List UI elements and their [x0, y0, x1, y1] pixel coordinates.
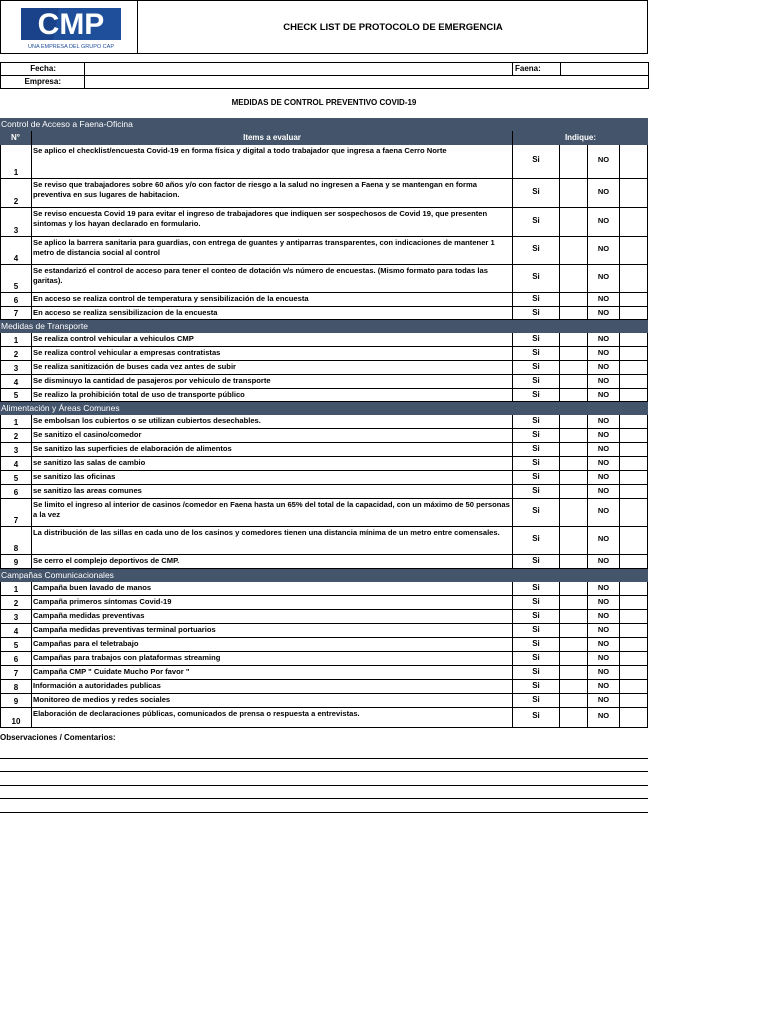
- no-option[interactable]: NO: [588, 347, 620, 361]
- si-checkbox[interactable]: [560, 624, 588, 638]
- table-row: [0, 485, 648, 499]
- no-checkbox[interactable]: [620, 527, 648, 555]
- item-text: En acceso se realiza sensibilizacion de la encuesta: [32, 307, 513, 320]
- no-option[interactable]: NO: [588, 596, 620, 610]
- empresa-label: Empresa:: [0, 75, 85, 89]
- no-checkbox[interactable]: [620, 307, 648, 320]
- item-text: se sanitizo las areas comunes: [32, 485, 513, 499]
- no-option[interactable]: NO: [588, 361, 620, 375]
- table-row: [0, 208, 648, 237]
- table-row: [0, 293, 648, 307]
- item-number: 1: [0, 145, 32, 179]
- no-option[interactable]: NO: [588, 555, 620, 569]
- header-num: N°: [0, 131, 32, 145]
- no-checkbox[interactable]: [620, 471, 648, 485]
- si-option[interactable]: Si: [513, 485, 560, 499]
- table-row: [0, 694, 648, 708]
- table-header: [0, 131, 648, 145]
- no-option[interactable]: NO: [588, 389, 620, 402]
- table-row: [0, 333, 648, 347]
- table-row: [0, 638, 648, 652]
- si-checkbox[interactable]: [560, 179, 588, 208]
- si-checkbox[interactable]: [560, 347, 588, 361]
- item-text: Se realizo la prohibición total de uso de transporte público: [32, 389, 513, 402]
- table-row: [0, 527, 648, 555]
- no-checkbox[interactable]: [620, 457, 648, 471]
- section-header: Alimentación y Áreas Comunes: [0, 402, 648, 415]
- item-number: 3: [0, 208, 32, 237]
- no-option[interactable]: NO: [588, 680, 620, 694]
- no-checkbox[interactable]: [620, 610, 648, 624]
- item-number: 5: [0, 638, 32, 652]
- no-checkbox[interactable]: [620, 293, 648, 307]
- no-option[interactable]: NO: [588, 429, 620, 443]
- no-checkbox[interactable]: [620, 265, 648, 293]
- cmp-logo-icon: [1, 1, 137, 53]
- item-text: Se aplico la barrera sanitaria para guardias, con entrega de guantes y antiparras transparentes, con indicaciones de mantener 1 metro de distancia social al control: [32, 237, 513, 265]
- si-checkbox[interactable]: [560, 307, 588, 320]
- no-checkbox[interactable]: [620, 582, 648, 596]
- no-option[interactable]: NO: [588, 527, 620, 555]
- si-checkbox[interactable]: [560, 389, 588, 402]
- item-number: 1: [0, 333, 32, 347]
- no-checkbox[interactable]: [620, 179, 648, 208]
- table-row: [0, 415, 648, 429]
- table-row: [0, 361, 648, 375]
- table-row: [0, 555, 648, 569]
- si-option[interactable]: Si: [513, 680, 560, 694]
- item-number: 4: [0, 375, 32, 389]
- si-option[interactable]: Si: [513, 145, 560, 179]
- si-option[interactable]: Si: [513, 208, 560, 237]
- table-row: [0, 145, 648, 179]
- si-checkbox[interactable]: [560, 638, 588, 652]
- no-checkbox[interactable]: [620, 361, 648, 375]
- no-checkbox[interactable]: [620, 624, 648, 638]
- no-checkbox[interactable]: [620, 555, 648, 569]
- no-checkbox[interactable]: [620, 429, 648, 443]
- table-row: [0, 389, 648, 402]
- no-checkbox[interactable]: [620, 347, 648, 361]
- item-number: 1: [0, 415, 32, 429]
- no-checkbox[interactable]: [620, 666, 648, 680]
- item-text: Campaña primeros síntomas Covid-19: [32, 596, 513, 610]
- si-checkbox[interactable]: [560, 361, 588, 375]
- no-checkbox[interactable]: [620, 708, 648, 728]
- item-text: Se sanitizo el casino/comedor: [32, 429, 513, 443]
- item-number: 4: [0, 624, 32, 638]
- si-checkbox[interactable]: [560, 415, 588, 429]
- si-checkbox[interactable]: [560, 680, 588, 694]
- item-text: En acceso se realiza control de temperatura y sensibilización de la encuesta: [32, 293, 513, 307]
- item-number: 3: [0, 610, 32, 624]
- item-text: Se estandarizó el control de acceso para tener el conteo de dotación v/s número de encuestas. (Mismo formato para todas las garitas).: [32, 265, 513, 293]
- si-option[interactable]: Si: [513, 179, 560, 208]
- no-checkbox[interactable]: [620, 652, 648, 666]
- item-text: Se reviso encuesta Covid 19 para evitar el ingreso de trabajadores que indiquen ser sospechosos de Covid 19, que presenten sintomas y los hayan declarado en formulario.: [32, 208, 513, 237]
- item-text: se sanitizo las oficinas: [32, 471, 513, 485]
- item-number: 3: [0, 361, 32, 375]
- table-row: [0, 708, 648, 728]
- table-row: [0, 375, 648, 389]
- si-option[interactable]: Si: [513, 443, 560, 457]
- si-checkbox[interactable]: [560, 582, 588, 596]
- item-text: Se embolsan los cubiertos o se utilizan cubiertos desechables.: [32, 415, 513, 429]
- item-number: 4: [0, 457, 32, 471]
- header-items: Items a evaluar: [32, 131, 513, 145]
- no-option[interactable]: NO: [588, 415, 620, 429]
- no-option[interactable]: NO: [588, 485, 620, 499]
- table-row: [0, 624, 648, 638]
- item-number: 9: [0, 555, 32, 569]
- item-text: Campaña medidas preventivas terminal portuarios: [32, 624, 513, 638]
- si-checkbox[interactable]: [560, 527, 588, 555]
- item-number: 7: [0, 499, 32, 527]
- no-checkbox[interactable]: [620, 389, 648, 402]
- si-option[interactable]: Si: [513, 333, 560, 347]
- item-text: Se disminuyo la cantidad de pasajeros por vehiculo de transporte: [32, 375, 513, 389]
- logo-brand-text: CMP: [37, 8, 105, 41]
- table-row: [0, 429, 648, 443]
- si-checkbox[interactable]: [560, 443, 588, 457]
- no-checkbox[interactable]: [620, 443, 648, 457]
- si-option[interactable]: Si: [513, 415, 560, 429]
- no-option[interactable]: NO: [588, 694, 620, 708]
- item-text: se sanitizo las salas de cambio: [32, 457, 513, 471]
- no-checkbox[interactable]: [620, 145, 648, 179]
- item-text: La distribución de las sillas en cada uno de los casinos y comedores tienen una distancia mínima de un metro entre comensales.: [32, 527, 513, 555]
- si-checkbox[interactable]: [560, 293, 588, 307]
- si-checkbox[interactable]: [560, 610, 588, 624]
- observaciones-line[interactable]: [0, 771, 648, 772]
- table-row: [0, 457, 648, 471]
- no-option[interactable]: NO: [588, 457, 620, 471]
- item-text: Campaña medidas preventivas: [32, 610, 513, 624]
- si-option[interactable]: Si: [513, 555, 560, 569]
- item-number: 7: [0, 307, 32, 320]
- item-text: Se realiza control vehicular a vehiculos CMP: [32, 333, 513, 347]
- item-number: 2: [0, 179, 32, 208]
- si-checkbox[interactable]: [560, 375, 588, 389]
- table-row: [0, 265, 648, 293]
- no-option[interactable]: NO: [588, 307, 620, 320]
- no-option[interactable]: NO: [588, 638, 620, 652]
- si-checkbox[interactable]: [560, 652, 588, 666]
- logo-tagline: UNA EMPRESA DEL GRUPO CAP: [28, 44, 114, 50]
- observaciones-line[interactable]: [0, 812, 648, 813]
- item-text: Monitoreo de medios y redes sociales: [32, 694, 513, 708]
- si-option[interactable]: Si: [513, 361, 560, 375]
- fecha-field[interactable]: [84, 62, 513, 76]
- no-option[interactable]: NO: [588, 265, 620, 293]
- si-option[interactable]: Si: [513, 596, 560, 610]
- si-option[interactable]: Si: [513, 237, 560, 265]
- section-header: Campañas Comunicacionales: [0, 569, 648, 582]
- item-text: Campañas para el teletrabajo: [32, 638, 513, 652]
- si-checkbox[interactable]: [560, 457, 588, 471]
- no-checkbox[interactable]: [620, 333, 648, 347]
- item-number: 2: [0, 596, 32, 610]
- si-option[interactable]: Si: [513, 389, 560, 402]
- section-header: Control de Acceso a Faena-Oficina: [0, 118, 648, 131]
- table-row: [0, 471, 648, 485]
- item-text: Se sanitizo las superficies de elaboración de alimentos: [32, 443, 513, 457]
- si-checkbox[interactable]: [560, 666, 588, 680]
- si-option[interactable]: Si: [513, 471, 560, 485]
- item-number: 2: [0, 429, 32, 443]
- no-option[interactable]: NO: [588, 610, 620, 624]
- table-row: [0, 179, 648, 208]
- no-option[interactable]: NO: [588, 582, 620, 596]
- item-text: Se realiza sanitización de buses cada vez antes de subir: [32, 361, 513, 375]
- item-number: 8: [0, 680, 32, 694]
- item-text: Se reviso que trabajadores sobre 60 años y/o con factor de riesgo a la salud no ingresen a Faena y se mantengan en forma preventiva en sus lugares de habitacion.: [32, 179, 513, 208]
- si-option[interactable]: Si: [513, 652, 560, 666]
- item-number: 8: [0, 527, 32, 555]
- page-title: CHECK LIST DE PROTOCOLO DE EMERGENCIA: [283, 21, 503, 33]
- observaciones-line[interactable]: [0, 785, 648, 786]
- si-checkbox[interactable]: [560, 555, 588, 569]
- item-number: 6: [0, 293, 32, 307]
- no-option[interactable]: NO: [588, 293, 620, 307]
- company-logo: [1, 1, 138, 53]
- si-checkbox[interactable]: [560, 596, 588, 610]
- si-option[interactable]: Si: [513, 582, 560, 596]
- si-option[interactable]: Si: [513, 694, 560, 708]
- table-row: [0, 596, 648, 610]
- no-checkbox[interactable]: [620, 208, 648, 237]
- si-checkbox[interactable]: [560, 237, 588, 265]
- no-checkbox[interactable]: [620, 638, 648, 652]
- faena-label: Faena:: [512, 62, 561, 76]
- no-option[interactable]: NO: [588, 208, 620, 237]
- si-checkbox[interactable]: [560, 485, 588, 499]
- no-option[interactable]: NO: [588, 652, 620, 666]
- no-option[interactable]: NO: [588, 333, 620, 347]
- table-row: [0, 499, 648, 527]
- item-number: 5: [0, 389, 32, 402]
- si-option[interactable]: Si: [513, 666, 560, 680]
- no-checkbox[interactable]: [620, 694, 648, 708]
- no-option[interactable]: NO: [588, 624, 620, 638]
- si-option[interactable]: Si: [513, 638, 560, 652]
- si-option[interactable]: Si: [513, 457, 560, 471]
- section-title: MEDIDAS DE CONTROL PREVENTIVO COVID-19: [231, 98, 417, 107]
- item-text: Campañas para trabajos con plataformas streaming: [32, 652, 513, 666]
- no-checkbox[interactable]: [620, 680, 648, 694]
- no-checkbox[interactable]: [620, 375, 648, 389]
- observaciones-label: Observaciones / Comentarios:: [0, 733, 116, 742]
- empresa-field[interactable]: [84, 75, 649, 89]
- faena-field[interactable]: [560, 62, 649, 76]
- no-checkbox[interactable]: [620, 237, 648, 265]
- si-checkbox[interactable]: [560, 145, 588, 179]
- table-row: [0, 610, 648, 624]
- si-checkbox[interactable]: [560, 265, 588, 293]
- si-checkbox[interactable]: [560, 208, 588, 237]
- item-text: Se cerro el complejo deportivos de CMP.: [32, 555, 513, 569]
- item-number: 4: [0, 237, 32, 265]
- item-number: 2: [0, 347, 32, 361]
- no-option[interactable]: NO: [588, 499, 620, 527]
- no-checkbox[interactable]: [620, 596, 648, 610]
- no-option[interactable]: NO: [588, 375, 620, 389]
- observaciones-line[interactable]: [0, 798, 648, 799]
- table-row: [0, 307, 648, 320]
- no-option[interactable]: NO: [588, 666, 620, 680]
- item-number: 7: [0, 666, 32, 680]
- item-number: 6: [0, 485, 32, 499]
- no-option[interactable]: NO: [588, 708, 620, 728]
- item-number: 3: [0, 443, 32, 457]
- si-checkbox[interactable]: [560, 333, 588, 347]
- item-text: Se aplico el checklist/encuesta Covid-19 en forma física y digital a todo trabajador que ingresa a faena Cerro Norte: [32, 145, 513, 179]
- item-text: Información a autoridades publicas: [32, 680, 513, 694]
- si-option[interactable]: Si: [513, 375, 560, 389]
- si-option[interactable]: Si: [513, 293, 560, 307]
- si-checkbox[interactable]: [560, 708, 588, 728]
- item-number: 5: [0, 471, 32, 485]
- si-option[interactable]: Si: [513, 708, 560, 728]
- item-number: 10: [0, 708, 32, 728]
- no-option[interactable]: NO: [588, 179, 620, 208]
- item-number: 1: [0, 582, 32, 596]
- si-option[interactable]: Si: [513, 265, 560, 293]
- table-row: [0, 652, 648, 666]
- si-checkbox[interactable]: [560, 499, 588, 527]
- header-indique: Indique:: [564, 133, 597, 142]
- table-row: [0, 237, 648, 265]
- item-text: Campaña buen lavado de manos: [32, 582, 513, 596]
- si-checkbox[interactable]: [560, 694, 588, 708]
- si-option[interactable]: Si: [513, 347, 560, 361]
- si-checkbox[interactable]: [560, 471, 588, 485]
- no-option[interactable]: NO: [588, 443, 620, 457]
- si-option[interactable]: Si: [513, 499, 560, 527]
- item-text: Elaboración de declaraciones públicas, comunicados de prensa o respuesta a entrevistas.: [32, 708, 513, 728]
- checklist-table: [0, 118, 648, 728]
- si-checkbox[interactable]: [560, 429, 588, 443]
- item-number: 9: [0, 694, 32, 708]
- table-row: [0, 443, 648, 457]
- document-header: [0, 0, 648, 54]
- item-text: Se realiza control vehicular a empresas contratistas: [32, 347, 513, 361]
- no-checkbox[interactable]: [620, 485, 648, 499]
- table-row: [0, 666, 648, 680]
- fecha-label: Fecha:: [0, 62, 85, 76]
- si-option[interactable]: Si: [513, 429, 560, 443]
- si-option[interactable]: Si: [513, 307, 560, 320]
- si-option[interactable]: Si: [513, 610, 560, 624]
- no-option[interactable]: NO: [588, 471, 620, 485]
- item-text: Se limito el ingreso al interior de casinos /comedor en Faena hasta un 65% del total de la capacidad, con un máximo de 50 personas a la vez: [32, 499, 513, 527]
- observaciones-line[interactable]: [0, 758, 648, 759]
- item-number: 5: [0, 265, 32, 293]
- table-row: [0, 347, 648, 361]
- table-row: [0, 582, 648, 596]
- no-checkbox[interactable]: [620, 499, 648, 527]
- section-header: Medidas de Transporte: [0, 320, 648, 333]
- table-row: [0, 680, 648, 694]
- no-option[interactable]: NO: [588, 145, 620, 179]
- item-text: Campaña CMP " Cuidate Mucho Por favor ": [32, 666, 513, 680]
- si-option[interactable]: Si: [513, 527, 560, 555]
- si-option[interactable]: Si: [513, 624, 560, 638]
- no-option[interactable]: NO: [588, 237, 620, 265]
- no-checkbox[interactable]: [620, 415, 648, 429]
- item-number: 6: [0, 652, 32, 666]
